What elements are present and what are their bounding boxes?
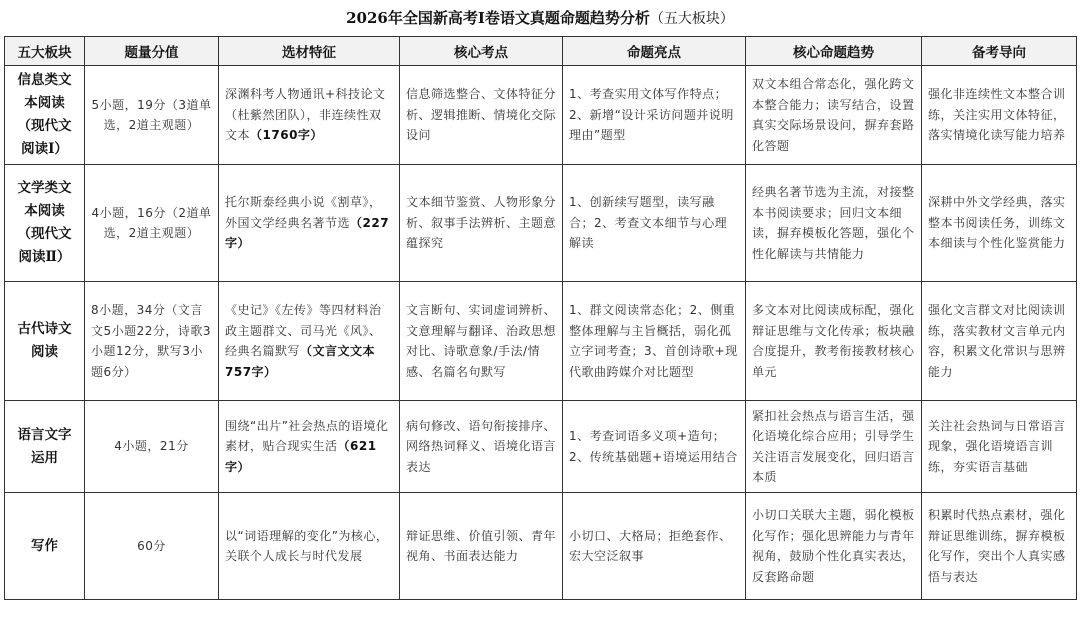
material-cell	[219, 493, 400, 600]
guide-cell: 积累时代热点素材，强化辩证思维训练，摒弃模板化写作，突出个人真实感悟与表达	[922, 493, 1077, 600]
points-cell: 文言断句、实词虚词辨析、文意理解与翻译、治政思想对比、诗歌意象/手法/情感、名篇名句默写	[400, 282, 563, 401]
highlights-cell: 1、创新续写题型，读写融合；2、考查文本细节与心理解读	[563, 165, 746, 282]
table-row	[5, 493, 1077, 600]
material-word-count: （227字）	[225, 215, 390, 251]
material-text: 《史记》《左传》等四材料治政主题群文、司马光《风》、经典名篇默写	[225, 303, 382, 358]
guide-cell: 关注社会热词与日常语言现象，强化语境语言训练，夯实语言基础	[922, 401, 1077, 493]
score-cell: 8小题，34分（文言文5小题22分，诗歌3小题12分，默写3小题6分）	[85, 282, 219, 401]
column-header-material: 选材特征	[219, 37, 400, 66]
trend-cell: 多文本对比阅读成标配，强化辩证思维与文化传承；板块融合度提升，教考衔接教材核心单元	[746, 282, 922, 401]
module-cell: 古代诗文阅读	[5, 282, 85, 401]
material-word-count: （文言文文本757字）	[225, 344, 376, 379]
column-header-highlights: 命题亮点	[563, 37, 746, 66]
trend-cell: 小切口关联大主题，弱化模板化写作；强化思辨能力与青年视角，鼓励个性化真实表达，反套路命题	[746, 493, 922, 600]
material-text: 以“词语理解的变化”为核心，关联个人成长与时代发展	[225, 528, 389, 563]
module-cell: 写作	[5, 493, 85, 600]
points-cell: 文本细节鉴赏、人物形象分析、叙事手法辨析、主题意蕴探究	[400, 165, 563, 282]
guide-cell: 强化非连续性文本整合训练，关注实用文体特征，落实情境化读写能力培养	[922, 66, 1077, 165]
material-cell	[219, 401, 400, 493]
points-cell: 病句修改、语句衔接排序、网络热词释义、语境化语言表达	[400, 401, 563, 493]
points-cell: 辩证思维、价值引领、青年视角、书面表达能力	[400, 493, 563, 600]
column-header-points: 核心考点	[400, 37, 563, 66]
table-header	[5, 37, 1077, 66]
table-row	[5, 401, 1077, 493]
score-cell: 60分	[85, 493, 219, 600]
material-text: 围绕“出片”社会热点的语境化素材，贴合现实生活	[225, 418, 389, 454]
table-row	[5, 282, 1077, 401]
table-body	[5, 66, 1077, 600]
highlights-cell: 1、考查词语多义项+造句；2、传统基础题+语境运用结合	[563, 401, 746, 493]
material-cell	[219, 282, 400, 401]
document-title	[4, 6, 1076, 36]
material-cell	[219, 165, 400, 282]
highlights-cell: 1、群文阅读常态化；2、侧重整体理解与主旨概括，弱化孤立字词考查；3、首创诗歌+现代歌曲跨媒介对比题型	[563, 282, 746, 401]
points-cell: 信息筛选整合、文体特征分析、逻辑推断、情境化交际设问	[400, 66, 563, 165]
material-word-count: （621字）	[225, 439, 377, 474]
column-header-module: 五大板块	[5, 37, 85, 66]
material-cell	[219, 66, 400, 165]
header-row	[5, 37, 1077, 66]
material-text: 托尔斯泰经典小说《割草》，外国文学经典名著节选	[225, 195, 382, 230]
material-word-count: （1760字）	[250, 128, 323, 143]
score-cell: 4小题，16分（2道单选，2道主观题）	[85, 165, 219, 282]
column-header-guide: 备考导向	[922, 37, 1077, 66]
trend-analysis-table	[4, 36, 1077, 600]
title-main: 2026年全国新高考Ⅰ卷语文真题命题趋势分析	[346, 9, 650, 27]
score-cell: 4小题，21分	[85, 401, 219, 493]
highlights-cell: 小切口、大格局；拒绝套作、宏大空泛叙事	[563, 493, 746, 600]
module-cell: 文学类文本阅读（现代文阅读Ⅱ）	[5, 165, 85, 282]
table-row	[5, 165, 1077, 282]
module-cell: 语言文字运用	[5, 401, 85, 493]
table-row	[5, 66, 1077, 165]
title-sub: （五大板块）	[649, 11, 734, 27]
guide-cell: 深耕中外文学经典，落实整本书阅读任务，训练文本细读与个性化鉴赏能力	[922, 165, 1077, 282]
column-header-score: 题量分值	[85, 37, 219, 66]
material-text: 深渊科考人物通讯+科技论文（杜紫然团队），非连续性双文本	[225, 87, 386, 143]
trend-cell: 经典名著节选为主流，对接整本书阅读要求；回归文本细读，摒弃模板化答题，强化个性化解读与共情能力	[746, 165, 922, 282]
trend-cell: 紧扣社会热点与语言生活，强化语境化综合应用；引导学生关注语言发展变化，回归语言本质	[746, 401, 922, 493]
highlights-cell: 1、考查实用文体写作特点；2、新增“设计采访问题并说明理由”题型	[563, 66, 746, 165]
column-header-trend: 核心命题趋势	[746, 37, 922, 66]
trend-cell: 双文本组合常态化，强化跨文本整合能力；读写结合，设置真实交际场景设问，摒弃套路化答题	[746, 66, 922, 165]
guide-cell: 强化文言群文对比阅读训练，落实教材文言单元内容，积累文化常识与思辨能力	[922, 282, 1077, 401]
score-cell: 5小题，19分（3道单选，2道主观题）	[85, 66, 219, 165]
module-cell: 信息类文本阅读（现代文阅读Ⅰ）	[5, 66, 85, 165]
